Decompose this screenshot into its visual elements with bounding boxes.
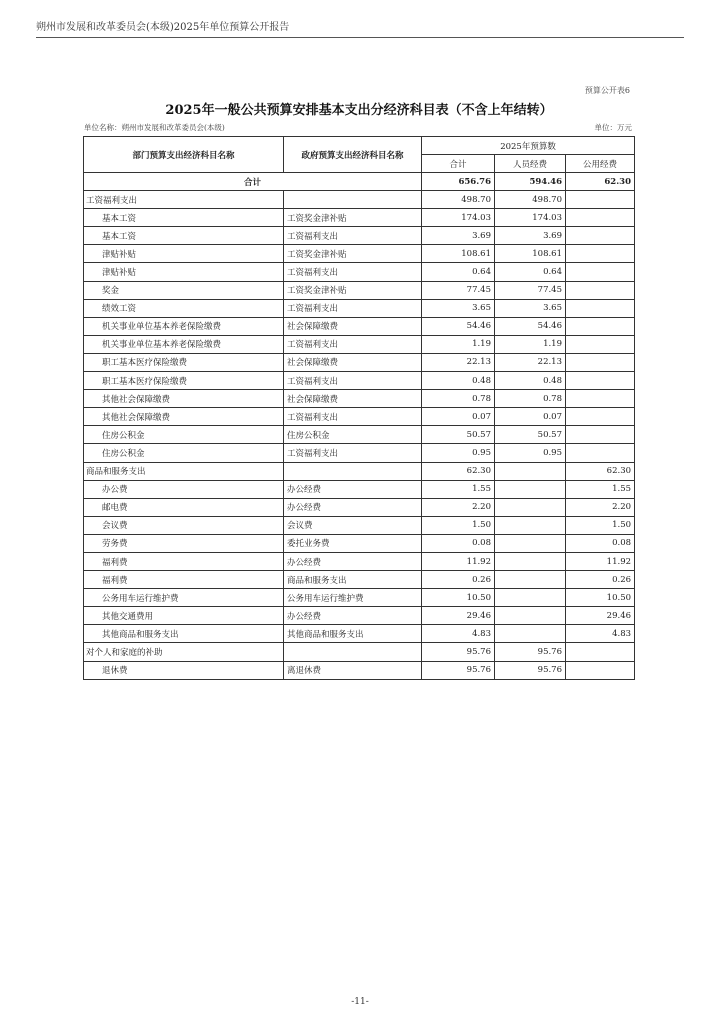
total-cell: 62.30 bbox=[422, 462, 495, 480]
table-row bbox=[84, 444, 635, 462]
personnel-cell bbox=[495, 498, 566, 516]
dept-subject-cell: 奖金 bbox=[84, 281, 284, 299]
total-cell: 0.26 bbox=[422, 571, 495, 589]
public-cell bbox=[566, 353, 635, 371]
public-cell bbox=[566, 281, 635, 299]
total-public: 62.30 bbox=[566, 173, 635, 191]
dept-subject-cell: 劳务费 bbox=[84, 534, 284, 552]
personnel-cell bbox=[495, 552, 566, 570]
public-cell bbox=[566, 372, 635, 390]
form-number: 预算公开表6 bbox=[584, 86, 630, 95]
dept-subject-cell: 其他社会保障缴费 bbox=[84, 390, 284, 408]
personnel-cell: 3.65 bbox=[495, 299, 566, 317]
page-number: -11- bbox=[351, 997, 369, 1007]
total-cell: 1.19 bbox=[422, 335, 495, 353]
total-cell: 0.07 bbox=[422, 408, 495, 426]
table-row bbox=[84, 408, 635, 426]
public-cell: 4.83 bbox=[566, 625, 635, 643]
gov-subject-cell: 会议费 bbox=[284, 516, 422, 534]
dept-subject-cell: 其他社会保障缴费 bbox=[84, 408, 284, 426]
unit-name: 单位名称：朔州市发展和改革委员会(本级) bbox=[84, 123, 225, 132]
gov-subject-cell: 离退休费 bbox=[284, 661, 422, 679]
total-cell: 22.13 bbox=[422, 353, 495, 371]
header-gov-subject: 政府预算支出经济科目名称 bbox=[284, 137, 422, 173]
public-cell: 0.26 bbox=[566, 571, 635, 589]
category-row bbox=[84, 462, 635, 480]
table-row bbox=[84, 227, 635, 245]
gov-subject-cell: 住房公积金 bbox=[284, 426, 422, 444]
table-row bbox=[84, 209, 635, 227]
personnel-cell: 0.48 bbox=[495, 372, 566, 390]
header-dept-subject: 部门预算支出经济科目名称 bbox=[84, 137, 284, 173]
personnel-cell: 498.70 bbox=[495, 191, 566, 209]
personnel-cell bbox=[495, 462, 566, 480]
dept-subject-cell: 住房公积金 bbox=[84, 426, 284, 444]
personnel-cell: 174.03 bbox=[495, 209, 566, 227]
dept-subject-cell: 工资福利支出 bbox=[84, 191, 284, 209]
total-cell: 95.76 bbox=[422, 661, 495, 679]
category-row bbox=[84, 643, 635, 661]
public-cell: 2.20 bbox=[566, 498, 635, 516]
public-cell bbox=[566, 390, 635, 408]
dept-subject-cell: 津贴补贴 bbox=[84, 263, 284, 281]
personnel-cell bbox=[495, 589, 566, 607]
gov-subject-cell: 办公经费 bbox=[284, 480, 422, 498]
gov-subject-cell bbox=[284, 462, 422, 480]
public-cell bbox=[566, 335, 635, 353]
dept-subject-cell: 绩效工资 bbox=[84, 299, 284, 317]
personnel-cell: 3.69 bbox=[495, 227, 566, 245]
dept-subject-cell: 办公费 bbox=[84, 480, 284, 498]
dept-subject-cell: 会议费 bbox=[84, 516, 284, 534]
dept-subject-cell: 机关事业单位基本养老保险缴费 bbox=[84, 317, 284, 335]
table-row bbox=[84, 552, 635, 570]
public-cell bbox=[566, 209, 635, 227]
personnel-cell bbox=[495, 625, 566, 643]
table-row bbox=[84, 661, 635, 679]
gov-subject-cell: 工资福利支出 bbox=[284, 227, 422, 245]
personnel-cell bbox=[495, 480, 566, 498]
public-cell bbox=[566, 191, 635, 209]
personnel-cell: 95.76 bbox=[495, 643, 566, 661]
gov-subject-cell: 社会保障缴费 bbox=[284, 353, 422, 371]
total-cell: 95.76 bbox=[422, 643, 495, 661]
dept-subject-cell: 公务用车运行维护费 bbox=[84, 589, 284, 607]
personnel-cell: 50.57 bbox=[495, 426, 566, 444]
table-row bbox=[84, 498, 635, 516]
table-row bbox=[84, 263, 635, 281]
public-cell bbox=[566, 299, 635, 317]
dept-subject-cell: 基本工资 bbox=[84, 227, 284, 245]
dept-subject-cell: 福利费 bbox=[84, 552, 284, 570]
dept-subject-cell: 职工基本医疗保险缴费 bbox=[84, 372, 284, 390]
table-title: 2025年一般公共预算安排基本支出分经济科目表（不含上年结转） bbox=[165, 103, 553, 118]
header-personnel: 人员经费 bbox=[495, 155, 566, 173]
personnel-cell: 22.13 bbox=[495, 353, 566, 371]
total-cell: 1.55 bbox=[422, 480, 495, 498]
gov-subject-cell: 商品和服务支出 bbox=[284, 571, 422, 589]
total-cell: 29.46 bbox=[422, 607, 495, 625]
public-cell bbox=[566, 444, 635, 462]
total-label: 合计 bbox=[84, 173, 422, 191]
gov-subject-cell: 工资福利支出 bbox=[284, 335, 422, 353]
gov-subject-cell: 工资福利支出 bbox=[284, 299, 422, 317]
table-row bbox=[84, 480, 635, 498]
total-cell: 4.83 bbox=[422, 625, 495, 643]
public-cell: 11.92 bbox=[566, 552, 635, 570]
gov-subject-cell: 社会保障缴费 bbox=[284, 390, 422, 408]
total-cell: 77.45 bbox=[422, 281, 495, 299]
total-cell: 0.08 bbox=[422, 534, 495, 552]
dept-subject-cell: 职工基本医疗保险缴费 bbox=[84, 353, 284, 371]
public-cell bbox=[566, 245, 635, 263]
total-personnel: 594.46 bbox=[495, 173, 566, 191]
gov-subject-cell bbox=[284, 191, 422, 209]
total-cell: 0.64 bbox=[422, 263, 495, 281]
public-cell bbox=[566, 643, 635, 661]
personnel-cell: 0.64 bbox=[495, 263, 566, 281]
gov-subject-cell: 工资奖金津补贴 bbox=[284, 209, 422, 227]
dept-subject-cell: 其他商品和服务支出 bbox=[84, 625, 284, 643]
personnel-cell: 108.61 bbox=[495, 245, 566, 263]
table-row bbox=[84, 299, 635, 317]
dept-subject-cell: 其他交通费用 bbox=[84, 607, 284, 625]
header-total: 合计 bbox=[422, 155, 495, 173]
unit-label: 单位：万元 bbox=[594, 123, 632, 132]
table-row bbox=[84, 281, 635, 299]
table-row bbox=[84, 390, 635, 408]
gov-subject-cell: 工资奖金津补贴 bbox=[284, 281, 422, 299]
gov-subject-cell: 办公经费 bbox=[284, 607, 422, 625]
public-cell bbox=[566, 227, 635, 245]
public-cell: 62.30 bbox=[566, 462, 635, 480]
table-row bbox=[84, 589, 635, 607]
public-cell: 29.46 bbox=[566, 607, 635, 625]
dept-subject-cell: 邮电费 bbox=[84, 498, 284, 516]
table-row bbox=[84, 607, 635, 625]
public-cell bbox=[566, 317, 635, 335]
gov-subject-cell: 工资奖金津补贴 bbox=[284, 245, 422, 263]
table-row bbox=[84, 571, 635, 589]
total-row bbox=[84, 173, 635, 191]
gov-subject-cell: 工资福利支出 bbox=[284, 372, 422, 390]
header-budget: 2025年预算数 bbox=[422, 137, 635, 155]
public-cell bbox=[566, 263, 635, 281]
dept-subject-cell: 退休费 bbox=[84, 661, 284, 679]
public-cell: 1.50 bbox=[566, 516, 635, 534]
personnel-cell bbox=[495, 607, 566, 625]
gov-subject-cell: 工资福利支出 bbox=[284, 263, 422, 281]
header-public: 公用经费 bbox=[566, 155, 635, 173]
table-row bbox=[84, 534, 635, 552]
gov-subject-cell: 社会保障缴费 bbox=[284, 317, 422, 335]
dept-subject-cell: 机关事业单位基本养老保险缴费 bbox=[84, 335, 284, 353]
personnel-cell: 1.19 bbox=[495, 335, 566, 353]
gov-subject-cell: 其他商品和服务支出 bbox=[284, 625, 422, 643]
personnel-cell: 0.95 bbox=[495, 444, 566, 462]
total-cell: 10.50 bbox=[422, 589, 495, 607]
public-cell bbox=[566, 426, 635, 444]
total-cell: 11.92 bbox=[422, 552, 495, 570]
budget-table bbox=[83, 136, 635, 680]
table-row bbox=[84, 317, 635, 335]
gov-subject-cell: 公务用车运行维护费 bbox=[284, 589, 422, 607]
public-cell: 1.55 bbox=[566, 480, 635, 498]
table-row bbox=[84, 372, 635, 390]
total-cell: 2.20 bbox=[422, 498, 495, 516]
gov-subject-cell: 委托业务费 bbox=[284, 534, 422, 552]
table-row bbox=[84, 625, 635, 643]
total-cell: 0.78 bbox=[422, 390, 495, 408]
dept-subject-cell: 基本工资 bbox=[84, 209, 284, 227]
total-cell: 0.48 bbox=[422, 372, 495, 390]
personnel-cell: 54.46 bbox=[495, 317, 566, 335]
gov-subject-cell: 工资福利支出 bbox=[284, 408, 422, 426]
gov-subject-cell: 办公经费 bbox=[284, 498, 422, 516]
table-row bbox=[84, 353, 635, 371]
total-cell: 1.50 bbox=[422, 516, 495, 534]
total-cell: 0.95 bbox=[422, 444, 495, 462]
gov-subject-cell bbox=[284, 643, 422, 661]
total-cell: 108.61 bbox=[422, 245, 495, 263]
total-cell: 54.46 bbox=[422, 317, 495, 335]
personnel-cell: 0.07 bbox=[495, 408, 566, 426]
total-cell: 498.70 bbox=[422, 191, 495, 209]
table-row bbox=[84, 516, 635, 534]
total-cell: 174.03 bbox=[422, 209, 495, 227]
table-row bbox=[84, 245, 635, 263]
table-row bbox=[84, 335, 635, 353]
dept-subject-cell: 商品和服务支出 bbox=[84, 462, 284, 480]
personnel-cell: 77.45 bbox=[495, 281, 566, 299]
personnel-cell bbox=[495, 571, 566, 589]
public-cell bbox=[566, 661, 635, 679]
personnel-cell: 95.76 bbox=[495, 661, 566, 679]
total-cell: 3.69 bbox=[422, 227, 495, 245]
personnel-cell bbox=[495, 516, 566, 534]
total-cell: 3.65 bbox=[422, 299, 495, 317]
public-cell: 10.50 bbox=[566, 589, 635, 607]
public-cell bbox=[566, 408, 635, 426]
dept-subject-cell: 津贴补贴 bbox=[84, 245, 284, 263]
gov-subject-cell: 工资福利支出 bbox=[284, 444, 422, 462]
table-row bbox=[84, 426, 635, 444]
document-header: 朔州市发展和改革委员会(本级)2025年单位预算公开报告 bbox=[36, 18, 684, 38]
dept-subject-cell: 对个人和家庭的补助 bbox=[84, 643, 284, 661]
gov-subject-cell: 办公经费 bbox=[284, 552, 422, 570]
dept-subject-cell: 福利费 bbox=[84, 571, 284, 589]
total-cell: 50.57 bbox=[422, 426, 495, 444]
personnel-cell bbox=[495, 534, 566, 552]
public-cell: 0.08 bbox=[566, 534, 635, 552]
total-sum: 656.76 bbox=[422, 173, 495, 191]
category-row bbox=[84, 191, 635, 209]
personnel-cell: 0.78 bbox=[495, 390, 566, 408]
dept-subject-cell: 住房公积金 bbox=[84, 444, 284, 462]
